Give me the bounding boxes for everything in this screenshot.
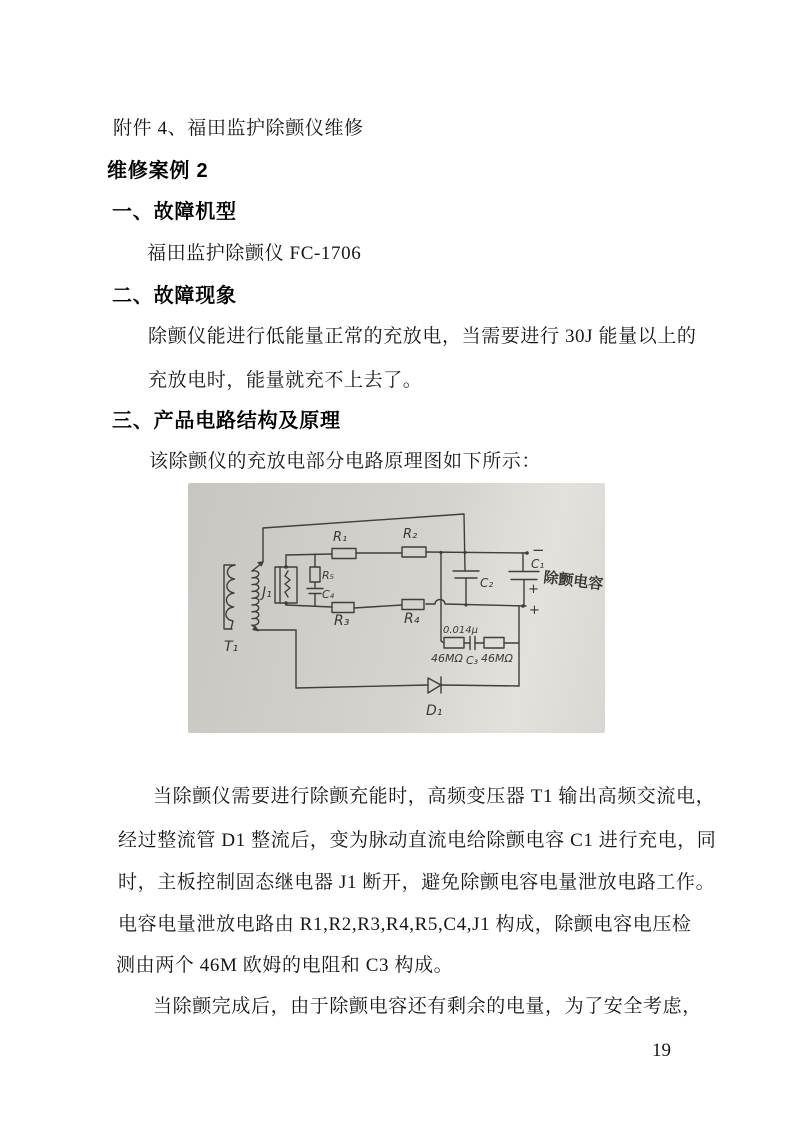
junction-dots [252,551,529,632]
wire-minus-rail [286,552,527,555]
section-1-heading: 一、故障机型 [112,201,237,223]
label-t1: T₁ [224,639,239,655]
schematic-labels [224,527,604,719]
divider-branch [441,552,519,686]
label-c3-value: 0.014μ [443,625,478,636]
section-1-body: 福田监护除颤仪 FC-1706 [147,243,362,264]
resistor-r3 [332,603,354,613]
transformer-t1 [224,563,262,630]
case-title: 维修案例 2 [107,160,209,182]
resistor-46m-left [444,638,464,649]
wire-top [263,514,465,571]
label-r4: R₄ [404,611,420,627]
label-46m-right: 46MΩ [481,652,513,665]
capacitor-c2 [453,571,479,605]
explanation-line-4: 电容电量泄放电路由 R1,R2,R3,R4,R5,C4,J1 构成，除颤电容电压检 [118,914,692,935]
label-plus-top: + [528,582,539,597]
label-minus: − [532,541,545,559]
relay-j1 [275,555,297,605]
resistor-r2 [402,547,426,557]
label-d1: D₁ [426,703,443,719]
circuit-schematic [188,483,605,733]
label-r5: R₅ [322,569,335,582]
explanation-line-1: 当除颤仪需要进行除颤充能时，高频变压器 T1 输出高频交流电， [153,786,716,807]
section-2-heading: 二、故障现象 [112,285,237,307]
label-r3: R₃ [334,613,350,629]
section-3-heading: 三、产品电路结构及原理 [112,410,341,432]
resistor-r4 [402,600,424,610]
diode-d1-loop [258,630,519,693]
label-j1: J₁ [262,585,272,601]
label-c1: C₁ [531,557,545,571]
label-46m-left: 46MΩ [431,652,463,665]
explanation-line-5: 测由两个 46M 欧姆的电阻和 C3 构成。 [116,955,454,976]
resistor-46m-right [484,638,504,649]
label-c2: C₂ [480,576,494,590]
label-defib-capacitor: 除颤电容 [542,568,605,594]
resistor-r5-capacitor-c4 [307,554,323,606]
label-c3: C₃ [466,654,479,667]
circuit-diagram-photo [188,483,605,733]
label-r2: R₂ [403,527,418,542]
section-3-intro: 该除颤仪的充放电部分电路原理图如下所示： [149,451,542,472]
explanation-line-3: 时，主板控制固态继电器 J1 断开，避免除颤电容电量泄放电路工作。 [118,872,716,893]
section-2-line-2: 充放电时，能量就充不上去了。 [148,370,423,391]
label-c4: C₄ [322,588,335,601]
page-number: 19 [652,1040,671,1061]
resistor-r1 [332,549,356,559]
label-plus-bottom: + [529,603,540,618]
section-2-line-1: 除颤仪能进行低能量正常的充放电，当需要进行 30J 能量以上的 [148,326,697,347]
explanation-line-6: 当除颤完成后，由于除颤电容还有剩余的电量，为了安全考虑， [153,996,702,1017]
attachment-title: 附件 4、福田监护除颤仪维修 [113,118,364,139]
label-r1: R₁ [333,530,348,545]
explanation-line-2: 经过整流管 D1 整流后，变为脉动直流电给除颤电容 C1 进行充电，同 [118,830,717,851]
